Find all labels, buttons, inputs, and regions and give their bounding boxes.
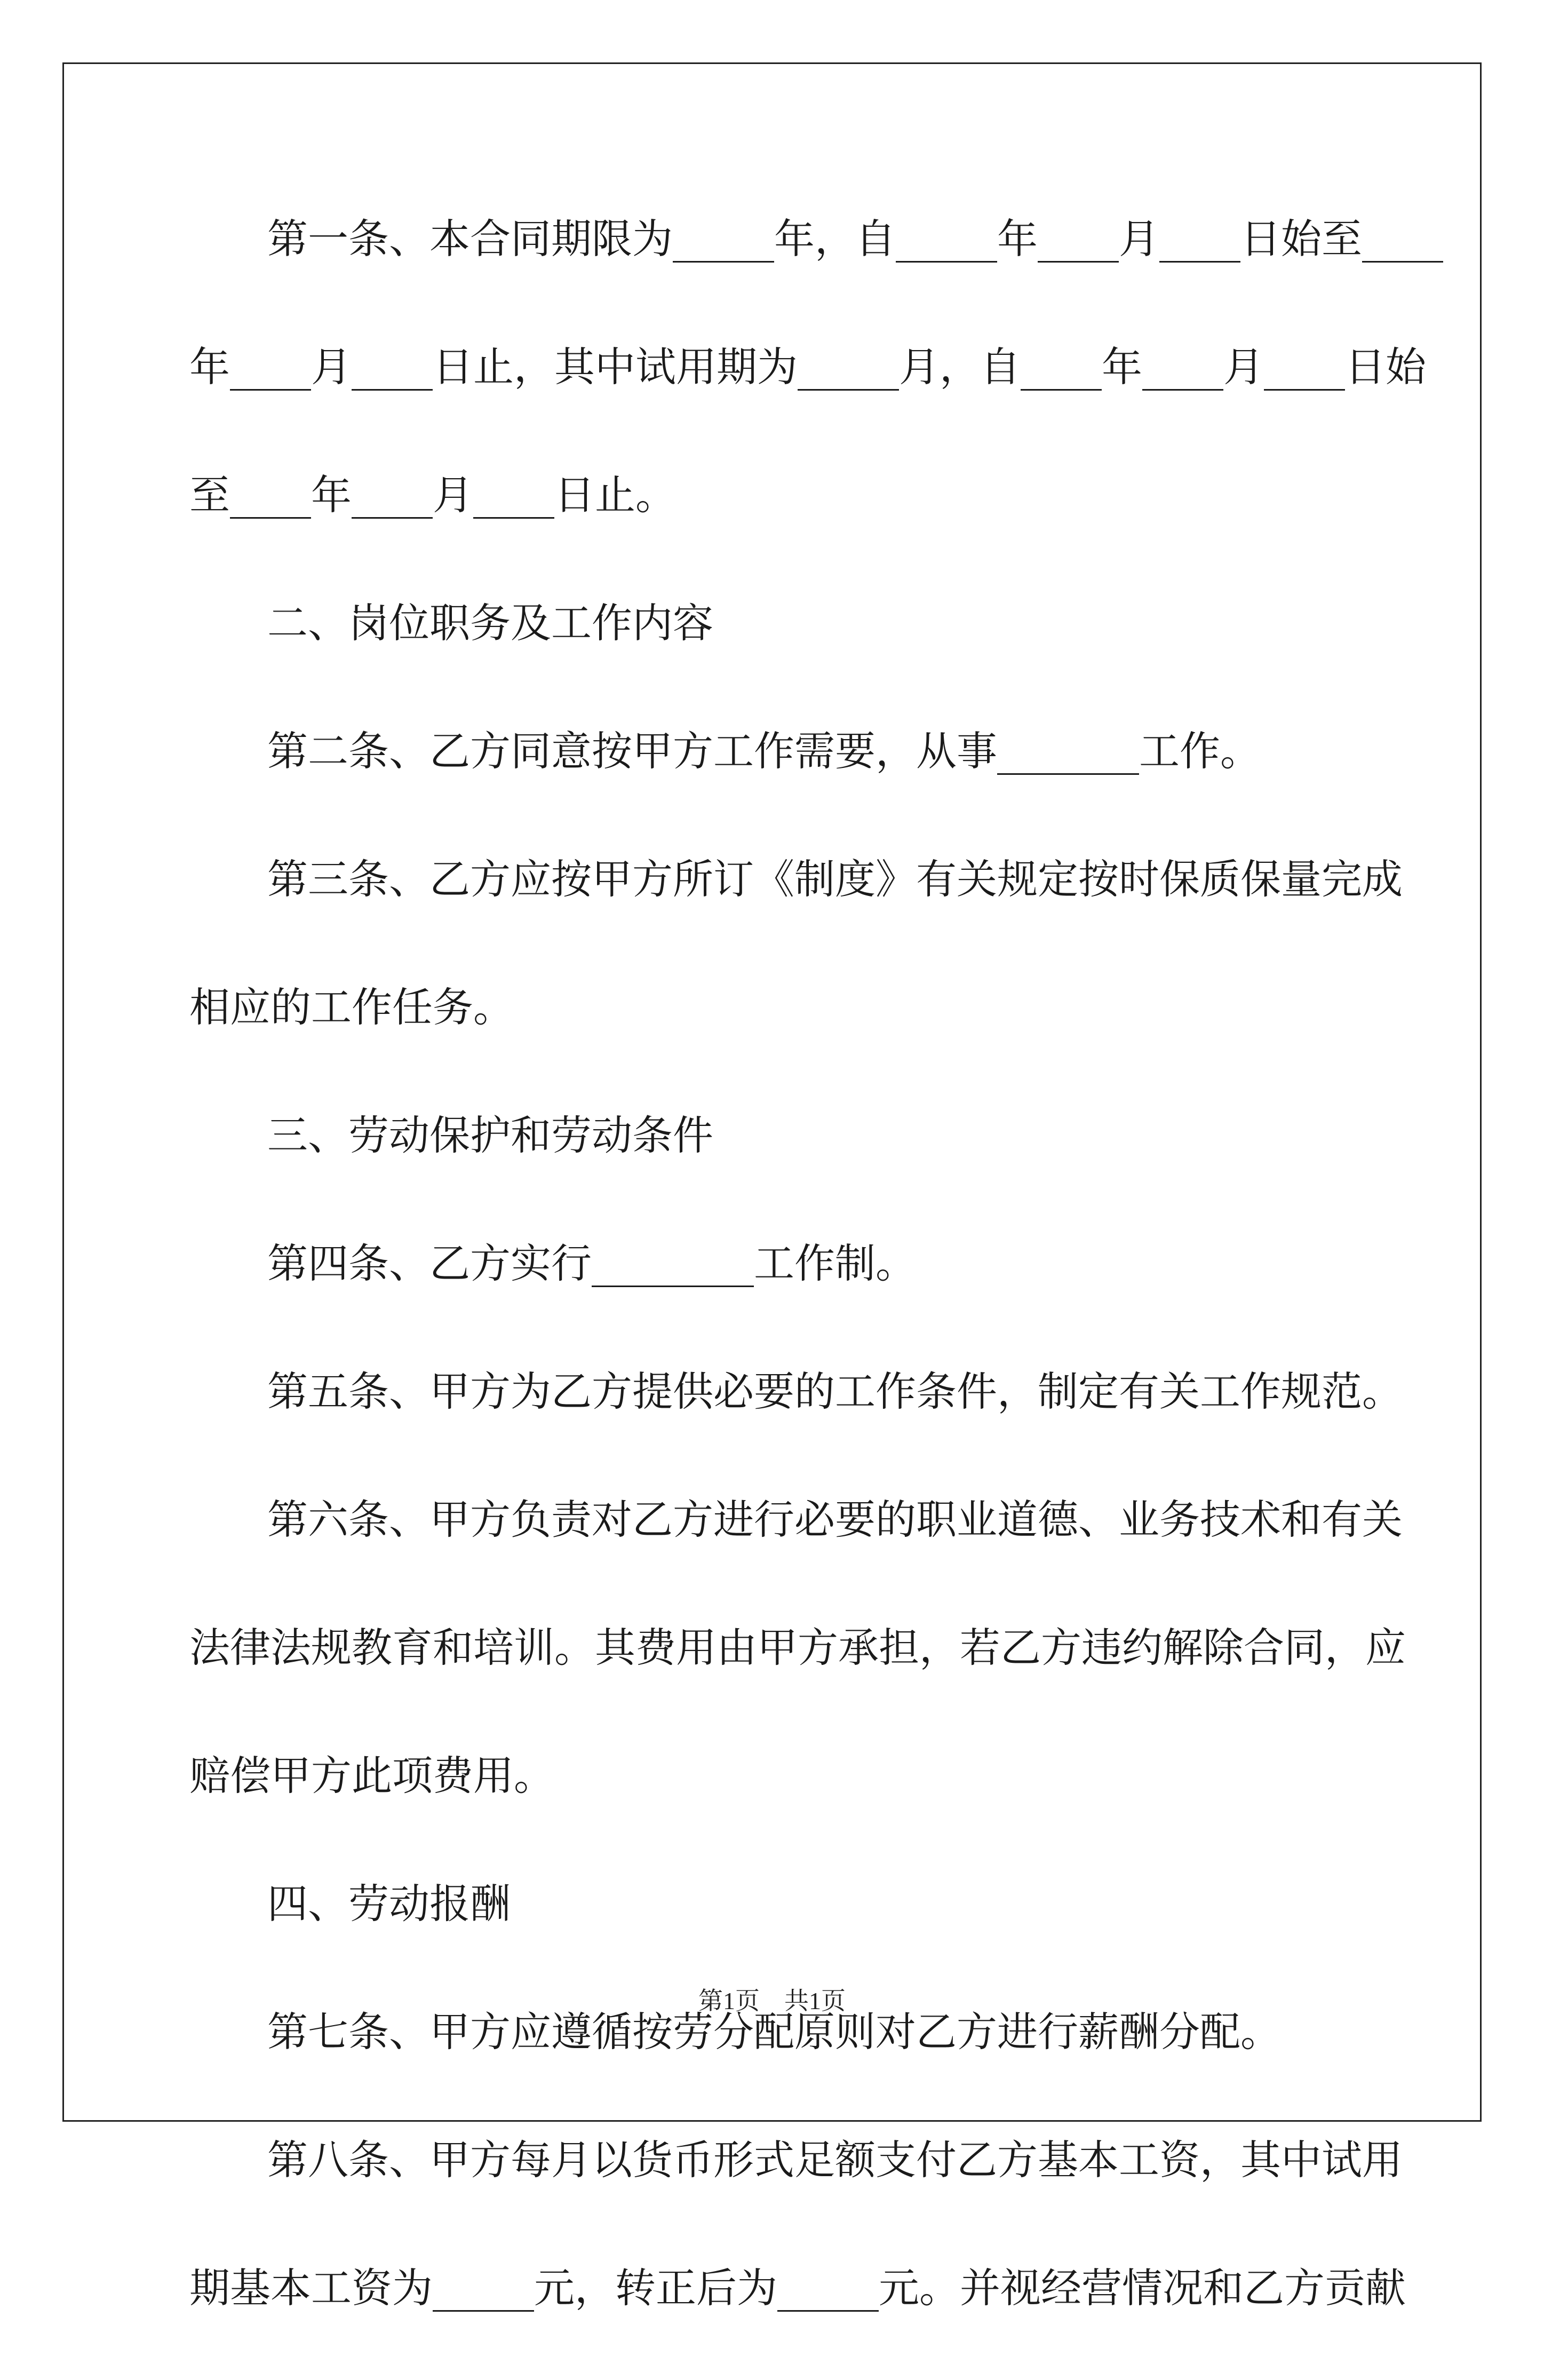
- clause-2-line-1: 第二条、乙方同意按甲方工作需要，从事_______工作。: [267, 727, 1261, 775]
- clause-6-line-1: 第六条、甲方负责对乙方进行必要的职业道德、业务技术和有关: [267, 1496, 1403, 1543]
- page-footer: 第1页 共1页: [698, 1987, 846, 2014]
- clause-1-line-2: 年____月____日止，其中试用期为_____月，自____年____月____日始: [189, 343, 1426, 391]
- section-heading-4: 四、劳动报酬: [267, 1880, 511, 1927]
- clause-8-line-1: 第八条、甲方每月以货币形式足额支付乙方基本工资，其中试用: [267, 2136, 1403, 2184]
- section-heading-2: 二、岗位职务及工作内容: [267, 599, 713, 647]
- clause-1-line-3: 至____年____月____日止。: [189, 471, 676, 519]
- section-heading-3: 三、劳动保护和劳动条件: [267, 1112, 713, 1159]
- clause-6-line-3: 赔偿甲方此项费用。: [189, 1752, 554, 1799]
- document-body: [189, 203, 1443, 2380]
- clause-7-line-1: 第七条、甲方应遵循按劳分配原则对乙方进行薪酬分配。: [267, 2008, 1281, 2056]
- clause-6-line-2: 法律法规教育和培训。其费用由甲方承担，若乙方违约解除合同，应: [189, 1624, 1406, 1671]
- clause-8-line-2: 期基本工资为_____元，转正后为_____元。并视经营情况和乙方贡献: [189, 2264, 1406, 2312]
- clause-3-line-2: 相应的工作任务。: [189, 983, 514, 1031]
- clause-1-line-1: 第一条、本合同期限为_____年，自_____年____月____日始至____: [267, 215, 1443, 263]
- clause-4-line-1: 第四条、乙方实行________工作制。: [267, 1240, 916, 1287]
- clause-5-line-1: 第五条、甲方为乙方提供必要的工作条件，制定有关工作规范。: [267, 1368, 1403, 1415]
- clause-3-line-1: 第三条、乙方应按甲方所订《制度》有关规定按时保质保量完成: [267, 855, 1403, 903]
